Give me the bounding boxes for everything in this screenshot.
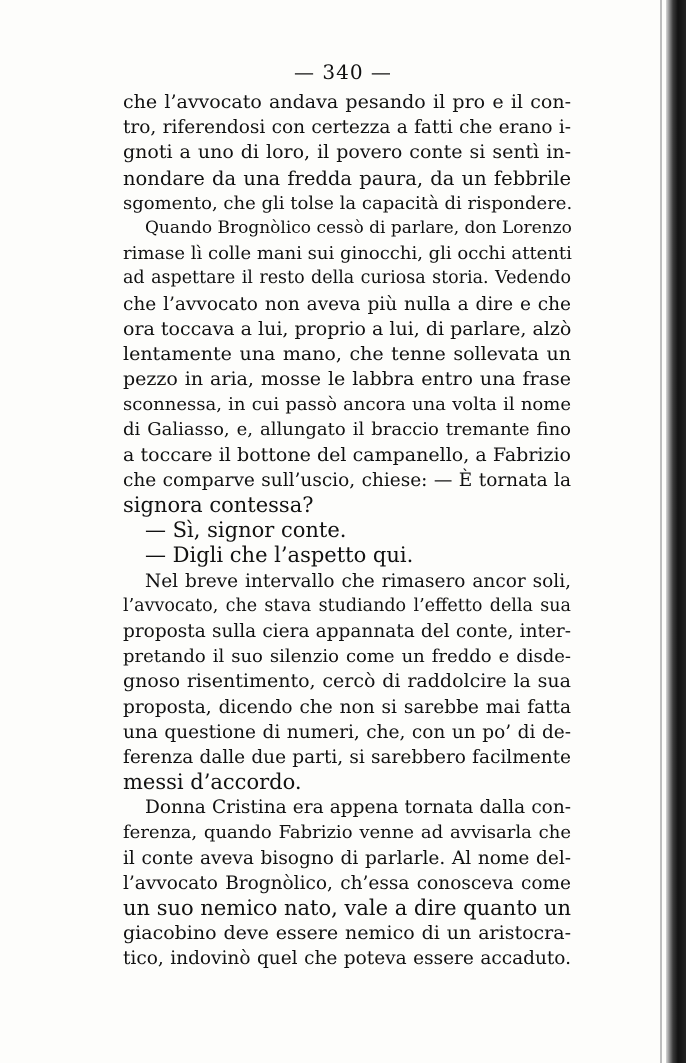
- text-line: che l’avvocato non aveva più nulla a dire e che: [123, 293, 571, 315]
- text-line: sgomento, che gli tolse la capacità di rispondere.: [123, 192, 573, 214]
- text-line: rimase lì colle mani sui ginocchi, gli occhi attenti: [123, 243, 572, 265]
- text-line: un suo nemico nato, vale a dire quanto un: [123, 896, 572, 920]
- text-line: ad aspettare il resto della curiosa storia. Vedendo: [123, 268, 571, 289]
- text-line: l’avvocato Brognòlico, ch’essa conosceva come: [123, 872, 571, 894]
- text-line: tico, indovinò quel che poteva essere accaduto.: [123, 948, 571, 970]
- text-line: Nel breve intervallo che rimasero ancor soli,: [145, 570, 571, 592]
- page-fold-line: [660, 0, 662, 1063]
- text-line: che comparve sull’uscio, chiese: — È tornata la: [123, 469, 571, 491]
- text-line: pretando il suo silenzio come un freddo e disde-: [123, 646, 571, 668]
- text-line: di Galiasso, e, allungato il braccio tremante fino: [123, 419, 571, 441]
- text-line: tro, riferendosi con certezza a fatti che erano i-: [123, 117, 571, 139]
- text-line: l’avvocato, che stava studiando l’effetto della sua: [123, 595, 571, 616]
- text-line: gnoti a uno di loro, il povero conte si sentì in-: [123, 141, 571, 164]
- text-line: ferenza, quando Fabrizio venne ad avvisarla che: [123, 822, 571, 844]
- text-line: lentamente una mano, che tenne sollevata un: [123, 342, 571, 365]
- text-line: che l’avvocato andava pesando il pro e il con-: [123, 91, 571, 113]
- text-line: messi d’accordo.: [123, 770, 302, 795]
- text-line: a toccare il bottone del campanello, a Fabrizio: [123, 443, 571, 466]
- text-line: una questione di numeri, che, con un po’ di de-: [123, 721, 571, 743]
- text-line: nondare da una fredda paura, da un febbrile: [123, 166, 571, 190]
- text-line: proposta, dicendo che non si sarebbe mai fatta: [123, 696, 571, 718]
- text-line: signora contessa?: [123, 493, 314, 517]
- text-line: sconnessa, in cui passò ancora una volta il nome: [123, 394, 571, 416]
- text-line: — Sì, signor conte.: [145, 518, 347, 543]
- text-line: ferenza dalle due parti, si sarebbero facilmente: [123, 746, 571, 768]
- text-line: giacobino deve essere nemico di un aristocra-: [123, 922, 571, 945]
- body-text: [123, 90, 571, 972]
- text-line: proposta sulla ciera appannata del conte, inter-: [123, 620, 571, 642]
- text-line: ora toccava a lui, proprio a lui, di parlare, alzò: [123, 317, 572, 340]
- text-line: — Digli che l’aspetto qui.: [145, 543, 414, 568]
- text-line: il conte aveva bisogno di parlarle. Al nome del-: [123, 847, 571, 869]
- text-line: Quando Brognòlico cessò di parlare, don Lorenzo: [145, 217, 572, 238]
- page-number: — 340 —: [294, 60, 392, 84]
- page-binding-edge: [666, 0, 686, 1063]
- text-line: gnoso risentimento, cercò di raddolcire la sua: [123, 670, 571, 693]
- text-line: Donna Cristina era appena tornata dalla con-: [145, 797, 571, 819]
- text-line: pezzo in aria, mosse le labbra entro una frase: [123, 368, 571, 391]
